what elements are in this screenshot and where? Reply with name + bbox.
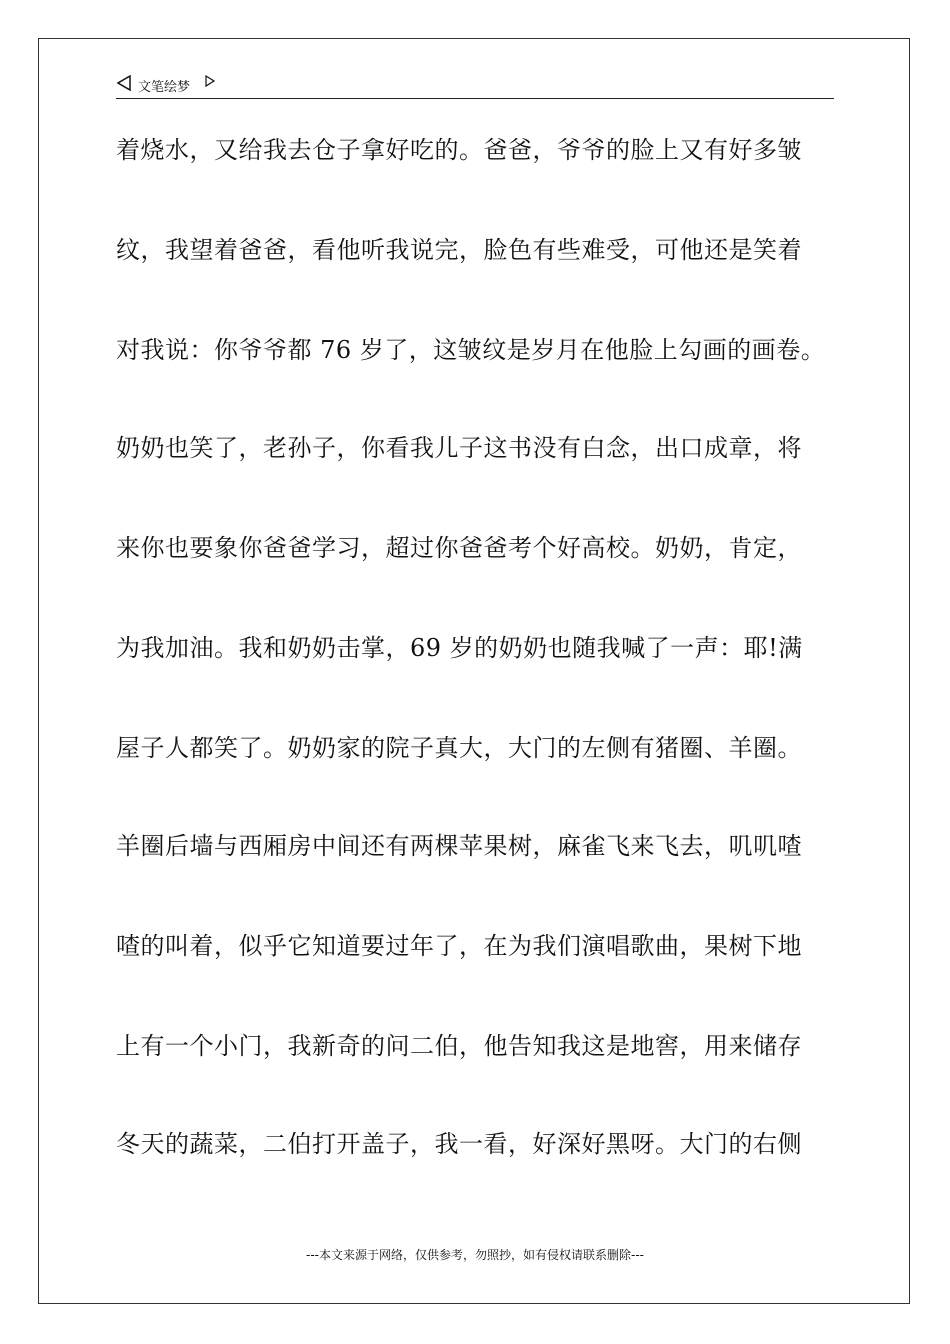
footer-disclaimer: ---本文来源于网络，仅供参考，勿照抄，如有侵权请联系删除--- — [306, 1248, 644, 1262]
text-line: 上有一个小门，我新奇的问二伯，他告知我这是地窖，用来储存 — [116, 1032, 802, 1060]
left-triangle-icon — [116, 74, 132, 92]
header-title: 文笔绘梦 — [138, 80, 191, 95]
text-line: 为我加油。我和奶奶击掌，69 岁的奶奶也随我喊了一声：耶!满 — [116, 634, 803, 662]
text-line: 纹，我望着爸爸，看他听我说完，脸色有些难受，可他还是笑着 — [116, 236, 802, 264]
text-line: 着烧水，又给我去仓子拿好吃的。爸爸，爷爷的脸上又有好多皱 — [116, 136, 802, 164]
page-header — [116, 72, 834, 99]
text-line: 来你也要象你爸爸学习，超过你爸爸考个好高校。奶奶，肯定， — [116, 534, 802, 562]
page-frame — [38, 38, 910, 1304]
right-triangle-icon — [204, 74, 216, 88]
text-line: 对我说：你爷爷都 76 岁了，这皱纹是岁月在他脸上勾画的画卷。 — [116, 336, 826, 364]
text-line: 奶奶也笑了，老孙子，你看我儿子这书没有白念，出口成章，将 — [116, 434, 802, 462]
text-line: 羊圈后墙与西厢房中间还有两棵苹果树，麻雀飞来飞去，叽叽喳 — [116, 832, 802, 860]
text-line: 屋子人都笑了。奶奶家的院子真大，大门的左侧有猪圈、羊圈。 — [116, 734, 802, 762]
text-line: 冬天的蔬菜，二伯打开盖子，我一看，好深好黑呀。大门的右侧 — [116, 1130, 802, 1158]
text-line: 喳的叫着，似乎它知道要过年了，在为我们演唱歌曲，果树下地 — [116, 932, 802, 960]
